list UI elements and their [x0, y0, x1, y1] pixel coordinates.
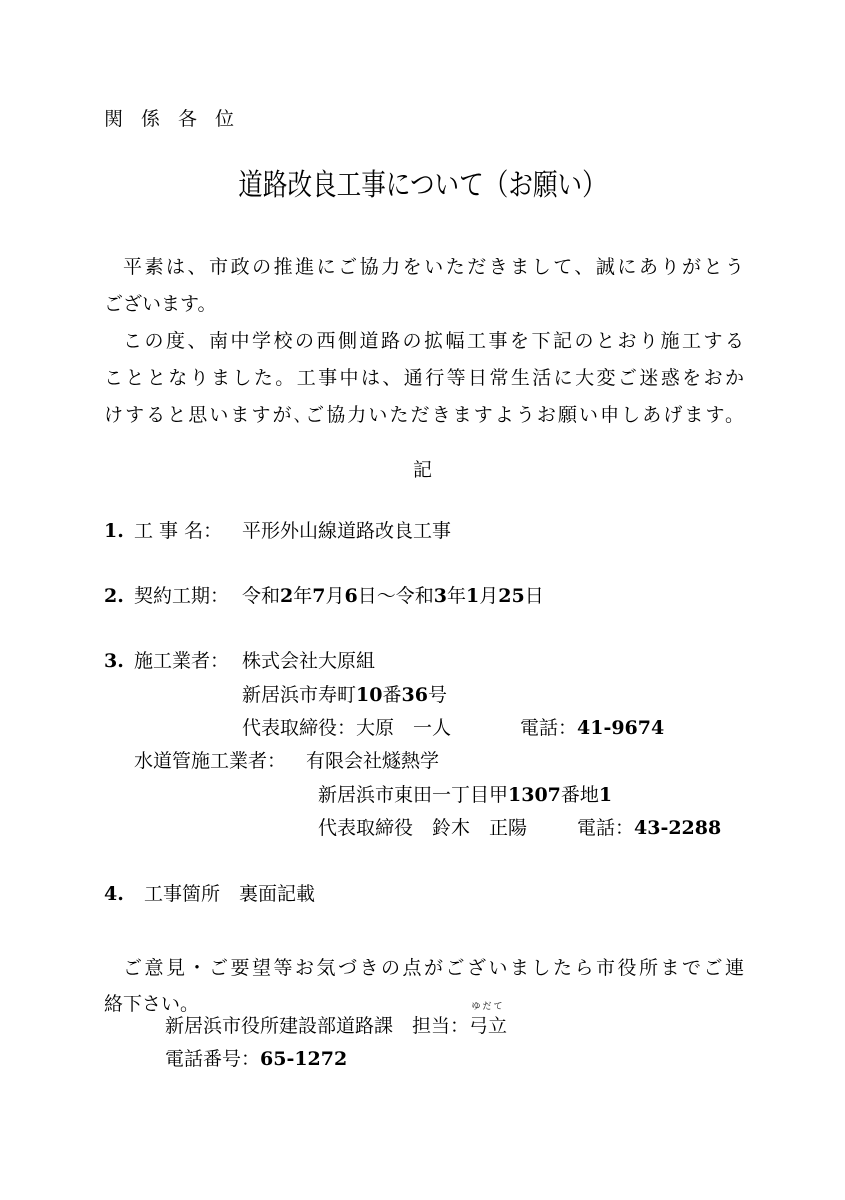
contractor-address: 新居浜市寿町10番36号	[242, 684, 447, 706]
item-1-value: 平形外山線道路改良工事	[242, 520, 452, 542]
subcontractor-address: 新居浜市東田一丁目甲1307番地1	[318, 784, 613, 806]
contact-phone: 電話番号：65-1272	[165, 1048, 348, 1070]
item-3-number: 3.	[104, 650, 124, 672]
contractor-representative: 代表取締役：大原 一人	[242, 717, 452, 739]
contractor-company: 株式会社大原組	[242, 650, 376, 672]
intro-paragraph-2-line-3: けすると思いますが､ご協力いただきますようお願い申しあげます。	[104, 404, 744, 426]
closing-line-1: ご意見・ご要望等お気づきの点がございましたら市役所までご連	[123, 957, 744, 979]
contact-person: ゆだて 弓立	[469, 1002, 508, 1037]
item-4-number: 4.	[104, 883, 124, 905]
subcontractor-representative: 代表取締役 鈴木 正陽	[318, 817, 528, 839]
item-2-number: 2.	[104, 585, 124, 607]
ki-heading: 記	[412, 459, 432, 481]
subcontractor-company: 有限会社燧熱学	[306, 750, 440, 772]
contact-person-reading: ゆだて	[471, 1002, 505, 1012]
intro-paragraph-1-line-1: 平素は、市政の推進にご協力をいただきまして、誠にありがとう	[123, 256, 744, 278]
subcontractor-label: 水道管施工業者：	[134, 750, 287, 772]
item-1-label: 工 事 名：	[134, 520, 223, 542]
contact-department: 新居浜市役所建設部道路課 担当： ゆだて 弓立	[165, 1002, 508, 1037]
intro-paragraph-2-line-1: この度、南中学校の西側道路の拡幅工事を下記のとおり施工する	[123, 330, 744, 352]
item-2-value: 令和2年7月6日～令和3年1月25日	[242, 585, 544, 607]
subcontractor-phone: 電話：43-2288	[577, 817, 722, 839]
recipient-line: 関係各位	[104, 108, 253, 130]
item-1-number: 1.	[104, 520, 124, 542]
item-3-label: 施工業者：	[134, 650, 230, 672]
closing-line-2: 絡下さい。	[104, 993, 200, 1015]
item-2-label: 契約工期：	[134, 585, 230, 607]
intro-paragraph-2-line-2: こととなりました。工事中は、通行等日常生活に大変ご迷惑をおか	[104, 367, 744, 389]
item-4-label: 工事箇所 裏面記載	[144, 883, 316, 905]
contractor-phone: 電話：41-9674	[520, 717, 665, 739]
document-title: 道路改良工事について（お願い）	[238, 168, 607, 203]
intro-paragraph-1-line-2: ございます。	[104, 293, 217, 315]
